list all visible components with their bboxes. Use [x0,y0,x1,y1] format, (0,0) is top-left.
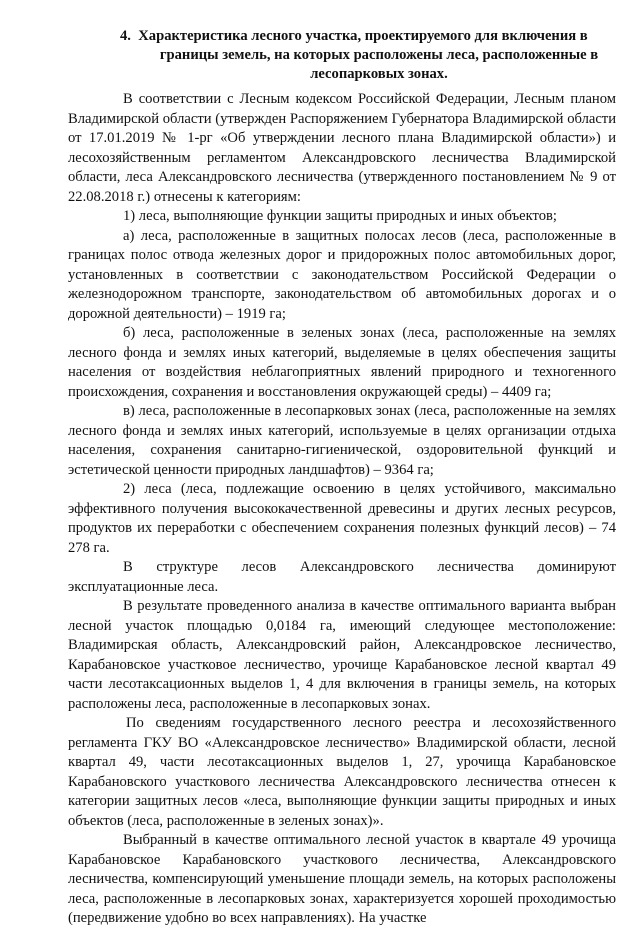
paragraph-analysis-result: В результате проведенного анализа в качестве оптимального варианта выбран лесной участок площадью 0,0184 га, имеющий следующее местоположение: Владимирская область, Александровский район, Александровское лесничество, Карабановское участковое лесничество, урочище Карабановское лесной квартал 49 части лесотаксационных выделов 1, 4 для включения в границы земель, на которых расположены леса, расположенные в лесопарковых зонах. [68,598,616,712]
section-heading [120,27,620,84]
section-heading-line-1 [120,27,620,46]
paragraph-category-1b: б) леса, расположенные в зеленых зонах (леса, расположенные на землях лесного фонда и землях иных категорий, выделяемые в целях обеспечения защиты населения от воздействия неблагоприятных явлений природного и техногенного происхождения, сохранения и восстановления окружающей среды) – 4409 га; [68,325,616,400]
paragraph-category-1c: в) леса, расположенные в лесопарковых зонах (леса, расположенные на землях лесного фонда и землях иных категорий, используемые в целях организации отдыха населения, сохранения санитарно-гигиенической, оздоровительной функций и эстетической ценности природных ландшафтов) – 9364 га; [68,403,616,478]
paragraph-category-2: 2) леса (леса, подлежащие освоению в целях устойчивого, максимально эффективного получения высококачественной древесины и других лесных ресурсов, продуктов их переработки с обеспечением сохранения полезных функций лесов) – 74 278 га. [68,481,616,556]
paragraph-registry-info: По сведениям государственного лесного реестра и лесохозяйственного регламента ГКУ ВО «Александровское лесничество» Владимирской области, лесной квартал 49, части лесотаксационных выделов 1, 27, урочища Карабановское Карабановского участкового лесничества Александровского лесничества отнесен к категории защитных лесов «леса, выполняющие функции защиты природных и иных объектов (леса, расположенные в зеленых зонах)». [68,715,616,829]
paragraph-selected-plot: Выбранный в качестве оптимального лесной участок в квартале 49 урочища Карабановское Карабановского участкового лесничества, Александровского лесничества, компенсирующий уменьшение площади земель, на которых расположены леса, расположенные в лесопарковых зонах, характеризуется хорошей проходимостью (передвижение удобно во всех направлениях). На участке [68,832,616,926]
paragraph-category-1a: а) леса, расположенные в защитных полосах лесов (леса, расположенные в границах полос отвода железных дорог и придорожных полос автомобильных дорог, установленных в соответствии с законодательством Российской Федерации о железнодорожном транспорте, законодательством об автомобильных дорогах и о дорожной деятельности) – 1919 га; [68,227,616,322]
section-title-part-2: границы земель, на которых расположены леса, расположенные в [159,47,599,63]
section-title-part-1: Характеристика лесного участка, проектируемого для включения в [138,28,588,44]
paragraph-category-1: 1) леса, выполняющие функции защиты природных и иных объектов; [123,208,557,224]
section-title-part-3: лесопарковых зонах. [310,66,448,82]
section-number: 4. [120,28,131,44]
document-body [68,90,616,929]
paragraph-intro: В соответствии с Лесным кодексом Российской Федерации, Лесным планом Владимирской области (утвержден Распоряжением Губернатора Владимирской области от 17.01.2019 № 1-рг «Об утверждении лесного плана Владимирской области») и лесохозяйственным регламентом Александровского лесничества Владимирской области, леса Александровского лесничества (утвержденного постановлением № 9 от 22.08.2018 г.) отнесены к категориям: [68,91,616,205]
paragraph-structure: В структуре лесов Александровского лесничества доминируют эксплуатационные леса. [68,559,616,595]
